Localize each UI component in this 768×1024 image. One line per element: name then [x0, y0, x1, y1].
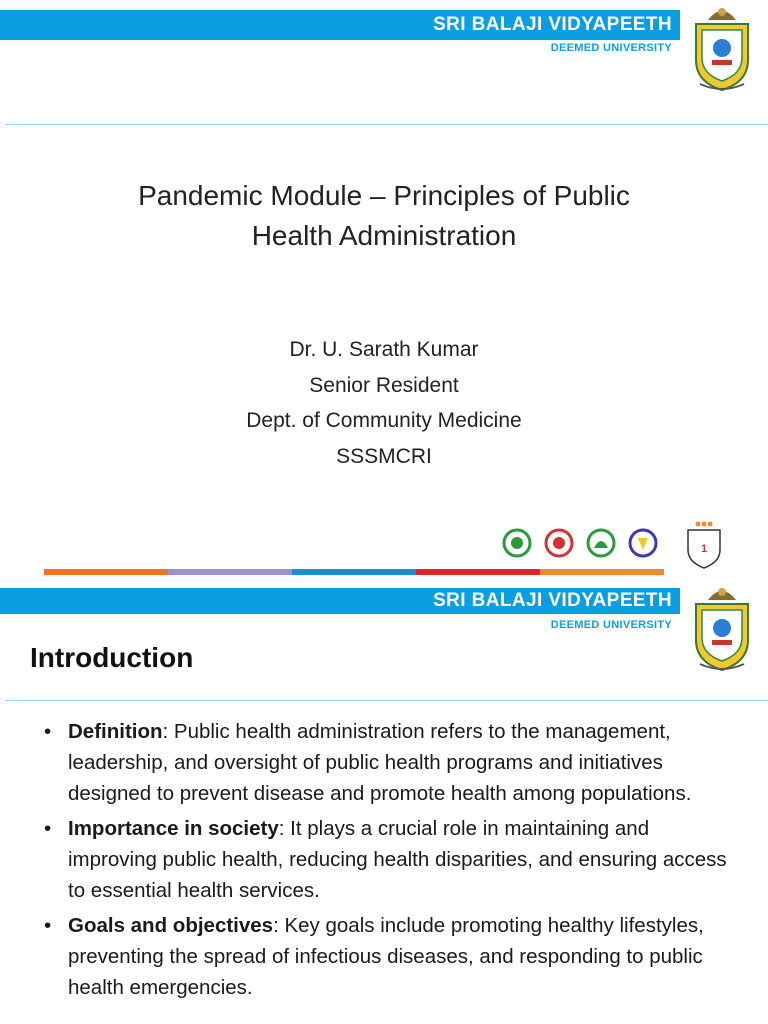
color-band-segment [44, 569, 168, 575]
color-band-segment [292, 569, 416, 575]
presentation-title [40, 176, 728, 256]
bullet-term: Importance in society [68, 817, 279, 840]
bullet-term: Definition [68, 720, 163, 743]
header-bar [0, 588, 680, 614]
page-shield-icon [684, 520, 724, 570]
bullet-icon: • [44, 817, 52, 840]
color-band-segment [168, 569, 292, 575]
page-number: 1 [700, 543, 708, 555]
bullet-item [44, 716, 734, 809]
color-band [44, 569, 664, 575]
university-subtitle: DEEMED UNIVERSITY [550, 42, 672, 54]
university-crest-icon [690, 588, 754, 674]
institution-logo-icon [628, 528, 658, 558]
header-divider [6, 700, 768, 701]
title-line: Health Administration [251, 220, 517, 251]
header-bar [0, 10, 680, 40]
bullet-item [44, 813, 734, 906]
author-block [0, 332, 768, 474]
institution-logo-icon [502, 528, 532, 558]
institution-logo-icon [544, 528, 574, 558]
bullet-list [44, 716, 734, 1007]
university-subtitle: DEEMED UNIVERSITY [550, 619, 672, 631]
color-band-segment [416, 569, 540, 575]
bullet-term: Goals and objectives [68, 914, 274, 937]
bullet-icon: • [44, 914, 52, 937]
university-name: SRI BALAJI VIDYAPEETH [433, 14, 672, 35]
institution-logo-icon [586, 528, 616, 558]
bullet-item [44, 910, 734, 1003]
author-designation: Senior Resident [309, 373, 459, 397]
header-divider [6, 124, 768, 125]
title-line: Pandemic Module – Principles of Public [138, 180, 630, 211]
university-crest-icon [690, 2, 754, 94]
bullet-text: : It plays a crucial role in maintaining and improving public health, reducing health disparities, and ensuring access to essential health services. [68, 817, 727, 902]
bullet-icon: • [44, 720, 52, 743]
bullet-text: : Key goals include promoting healthy lifestyles, preventing the spread of infectious diseases, and responding to public health emergencies. [68, 914, 704, 999]
color-band-segment [540, 569, 664, 575]
author-institution: SSSMCRI [336, 444, 432, 468]
author-department: Dept. of Community Medicine [246, 409, 522, 432]
university-name: SRI BALAJI VIDYAPEETH [433, 590, 672, 611]
author-name: Dr. U. Sarath Kumar [289, 338, 479, 361]
bullet-text: : Public health administration refers to the management, leadership, and oversight of public health programs and initiatives designed to prevent disease and promote health among populations. [68, 720, 692, 805]
slide-heading: Introduction [30, 642, 194, 673]
institution-logos [502, 528, 658, 558]
introduction-slide [0, 588, 768, 1024]
